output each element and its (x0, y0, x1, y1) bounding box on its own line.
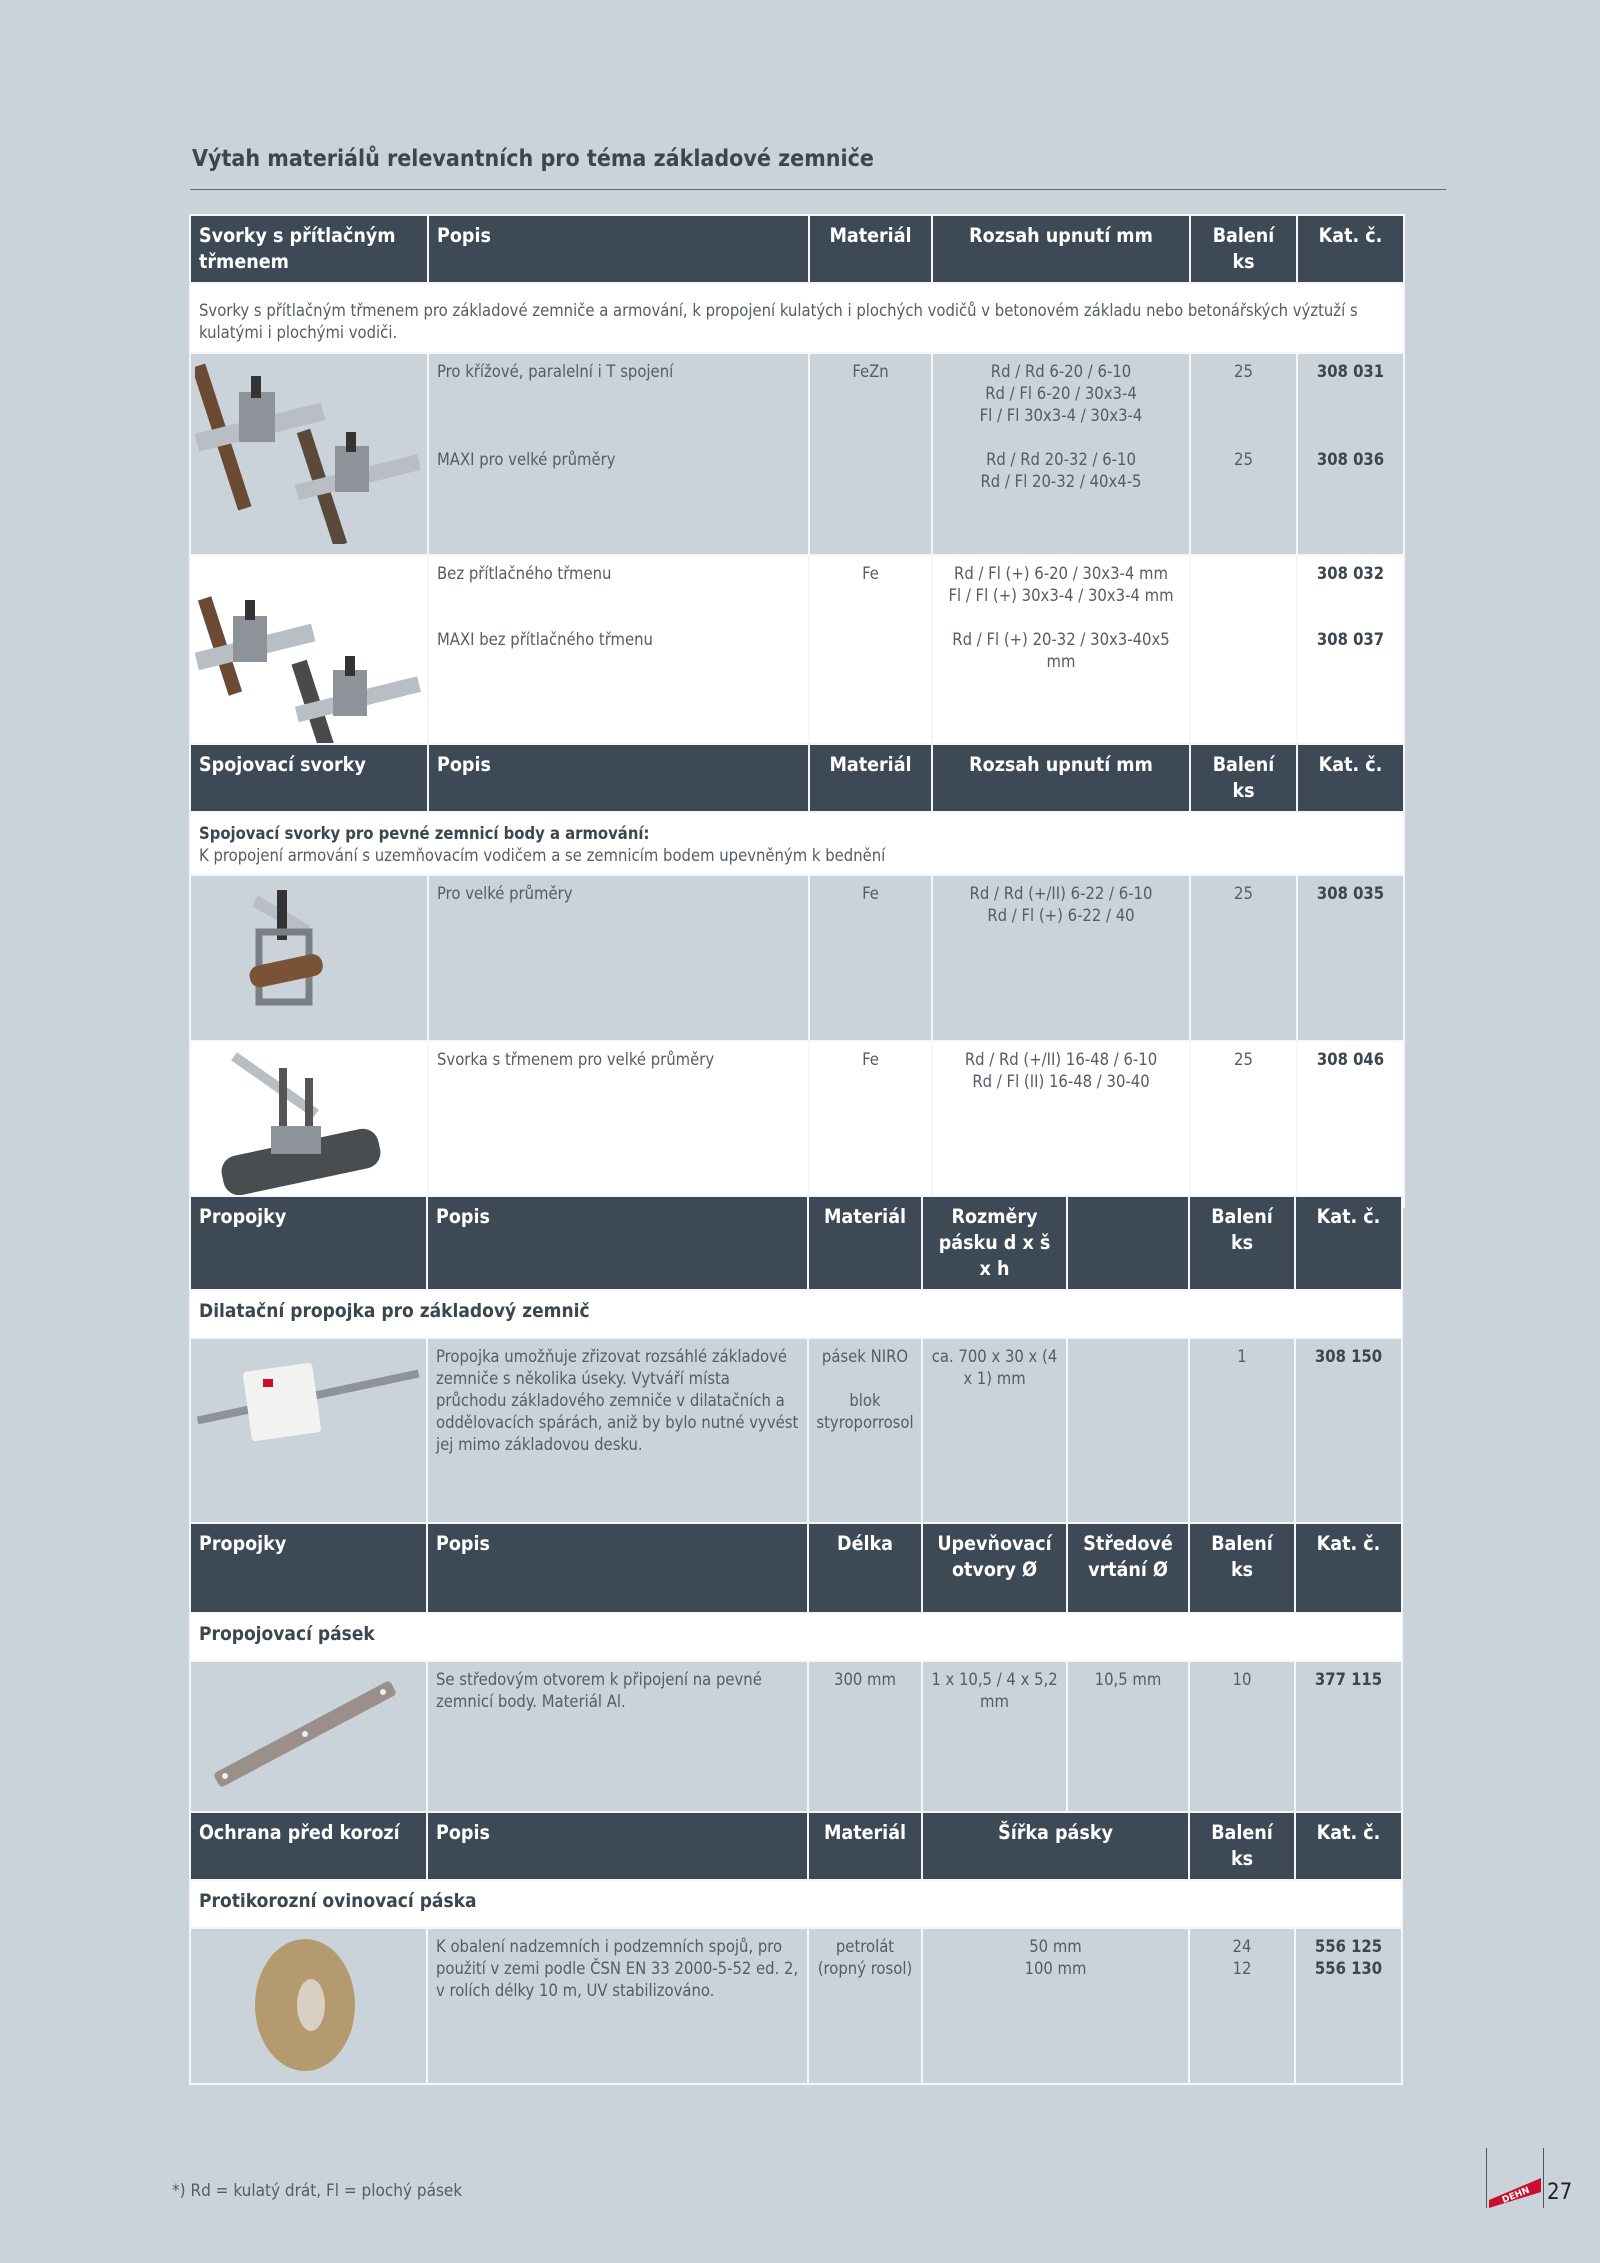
table-header (190, 1196, 1402, 1290)
footnote: *) Rd = kulatý drát, Fl = plochý pásek (172, 2181, 463, 2201)
expansion-bridge-icon (195, 1343, 421, 1463)
otvory: 1 x 10,5 / 4 x 5,2 mm (922, 1661, 1067, 1812)
kat-number: 308 037 (1316, 630, 1385, 649)
baleni: 24 (1232, 1937, 1252, 1956)
header-category: Ochrana před korozí (190, 1812, 427, 1880)
kat-number: 377 115 (1295, 1661, 1402, 1812)
section-subtitle: Propojovací pásek (190, 1613, 1402, 1661)
header-popis: Popis (427, 1523, 808, 1613)
header-baleni: Balení ks (1189, 1812, 1295, 1880)
title-divider (190, 189, 1446, 190)
header-material: Materiál (808, 1196, 922, 1290)
popis: Propojka umožňuje zřizovat rozsáhlé základové zemniče s několika úseky. Vytváří místa průchodu základového zemniče v dilatačních a oddělovacích spárách, aniž by bylo nutné vyvést jej mimo základovou desku. (427, 1338, 808, 1526)
table-row (190, 1928, 1402, 2084)
popis: MAXI bez přítlačného třmenu (437, 630, 653, 649)
svg-text:DEHN: DEHN (1500, 2185, 1532, 2206)
kat-number: 556 130 (1314, 1959, 1383, 1978)
kat-number: 308 031 (1316, 362, 1385, 381)
page-title: Výtah materiálů relevantních pro téma základové zemniče (192, 146, 874, 172)
table-row (190, 875, 1404, 1041)
header-kat: Kat. č. (1295, 1523, 1402, 1613)
header-sirka: Šířka pásky (922, 1812, 1189, 1880)
rozsah: mm (1046, 652, 1076, 671)
table-corrosion-protection (189, 1811, 1403, 2085)
header-delka: Délka (808, 1523, 922, 1613)
popis: Svorka s třmenem pro velké průměry (428, 1041, 809, 1207)
popis: Pro křížové, paralelní i T spojení (437, 362, 674, 381)
baleni: 25 (1234, 362, 1253, 381)
kat-number: 308 032 (1316, 564, 1385, 583)
table-row (190, 1338, 1402, 1526)
bracket-clamp-icon (195, 1046, 421, 1196)
connecting-clamp-icon (195, 880, 421, 1030)
popis: K obalení nadzemních i podzemních spojů, pro použití v zemi podle ČSN EN 33 2000-5-52 ed. 2, v rolích délky 10 m, UV stabilizováno. (427, 1928, 808, 2084)
popis: Pro velké průměry (428, 875, 809, 1041)
section-description: K propojení armování s uzemňovacím vodičem a se zemnicím bodem upevněným k bednění (199, 846, 886, 865)
baleni: 25 (1234, 450, 1253, 469)
sirka: 100 mm (1024, 1959, 1087, 1978)
product-image (190, 555, 428, 761)
header-kat: Kat. č. (1295, 1812, 1402, 1880)
rozsah: Rd / Rd 6-20 / 6-10 (990, 362, 1132, 381)
kat-number: 308 036 (1316, 450, 1385, 469)
baleni: 25 (1190, 1041, 1297, 1207)
dehn-logo-icon (1487, 2148, 1543, 2208)
table-row (190, 1041, 1404, 1207)
rozsah: Fl / Fl (+) 30x3-4 / 30x3-4 mm (948, 586, 1174, 605)
rozsah: Rd / Fl (+) 6-20 / 30x3-4 mm (954, 564, 1168, 583)
dehn-logo (1486, 2148, 1544, 2208)
header-material: Materiál (808, 1812, 922, 1880)
popis: Se středovým otvorem k připojení na pevné zemnicí body. Materiál Al. (427, 1661, 808, 1812)
material: Fe (809, 1041, 932, 1207)
header-kat: Kat. č. (1297, 744, 1404, 812)
section-subtitle: Protikorozní ovinovací páska (190, 1880, 1402, 1928)
popis: MAXI pro velké průměry (437, 450, 616, 469)
header-category: Svorky s přítlačným třmenem (190, 215, 428, 283)
table-expansion-bridge (189, 1195, 1403, 1527)
table-header (190, 1523, 1402, 1613)
product-image (190, 1928, 427, 2084)
kat-number: 308 035 (1297, 875, 1404, 1041)
table-row (190, 353, 1404, 555)
rozsah: Rd / Fl (+) 20-32 / 30x3-40x5 (952, 630, 1170, 649)
header-popis: Popis (427, 1196, 808, 1290)
header-popis: Popis (428, 215, 809, 283)
table-row (190, 555, 1404, 761)
material: FeZn (852, 362, 889, 381)
rozsah: Rd / Fl 6-20 / 30x3-4 (985, 384, 1137, 403)
material: Fe (809, 875, 932, 1041)
section-description: Svorky s přítlačným třmenem pro základové zemniče a armování, k propojení kulatých i plochých vodičů v betonovém základu nebo betonářských výztuží s kulatými i plochými vodiči. (190, 283, 1404, 353)
header-baleni: Balení ks (1189, 1196, 1295, 1290)
rozsah: Rd / Rd (+/II) 6-22 / 6-10 (969, 884, 1153, 903)
header-vrtani: Středové vrtání Ø (1067, 1523, 1189, 1613)
header-empty (1067, 1196, 1189, 1290)
material: blok styroporrosol (816, 1391, 914, 1432)
header-popis: Popis (428, 744, 809, 812)
material: Fe (862, 564, 879, 583)
header-baleni: Balení ks (1190, 744, 1297, 812)
table-header (190, 215, 1404, 283)
kat-number: 308 150 (1295, 1338, 1402, 1526)
clamp-image-icon (195, 560, 421, 750)
product-image (190, 353, 428, 555)
product-image (190, 1041, 428, 1207)
header-category: Spojovací svorky (190, 744, 428, 812)
empty-cell (1067, 1338, 1189, 1526)
delka: 300 mm (808, 1661, 922, 1812)
header-category: Propojky (190, 1523, 427, 1613)
header-rozsah: Rozsah upnutí mm (932, 215, 1190, 283)
material: pásek NIRO (821, 1347, 909, 1366)
baleni: 10 (1189, 1661, 1295, 1812)
baleni: 1 (1189, 1338, 1295, 1526)
header-rozmery: Rozměry pásku d x š x h (922, 1196, 1067, 1290)
product-image (190, 875, 428, 1041)
header-material: Materiál (809, 215, 932, 283)
table-header (190, 1812, 1402, 1880)
baleni: 25 (1190, 875, 1297, 1041)
section-subtitle: Dilatační propojka pro základový zemnič (190, 1290, 1402, 1338)
rozsah: Rd / Fl 20-32 / 40x4-5 (980, 472, 1142, 491)
rozsah: Rd / Fl (+) 6-22 / 40 (987, 906, 1135, 925)
header-baleni: Balení ks (1189, 1523, 1295, 1613)
table-row (190, 1661, 1402, 1812)
header-rozsah: Rozsah upnutí mm (932, 744, 1190, 812)
tape-roll-icon (195, 1933, 421, 2073)
rozmery: ca. 700 x 30 x (4 x 1) mm (922, 1338, 1067, 1526)
rozsah: Rd / Rd (+/II) 16-48 / 6-10 (964, 1050, 1158, 1069)
header-kat: Kat. č. (1297, 215, 1404, 283)
page-number: 27 (1547, 2180, 1573, 2205)
sirka: 50 mm (1029, 1937, 1082, 1956)
table-header (190, 744, 1404, 812)
header-category: Propojky (190, 1196, 427, 1290)
rozsah: Fl / Fl 30x3-4 / 30x3-4 (979, 406, 1143, 425)
header-material: Materiál (809, 744, 932, 812)
header-popis: Popis (427, 1812, 808, 1880)
kat-number: 556 125 (1314, 1937, 1383, 1956)
material: petrolát (ropný rosol) (808, 1928, 922, 2084)
baleni: 12 (1232, 1959, 1252, 1978)
rozsah: Rd / Fl (II) 16-48 / 30-40 (972, 1072, 1150, 1091)
bonding-strap-icon (195, 1666, 421, 1796)
kat-number: 308 046 (1297, 1041, 1404, 1207)
product-image (190, 1661, 427, 1812)
table-clamps-pressure-bracket (189, 214, 1405, 762)
header-baleni: Balení ks (1190, 215, 1297, 283)
table-bonding-strap (189, 1522, 1403, 1813)
table-connecting-clamps (189, 743, 1405, 1208)
section-description-bold: Spojovací svorky pro pevné zemnicí body a armování: (199, 824, 650, 843)
header-kat: Kat. č. (1295, 1196, 1402, 1290)
header-otvory: Upevňovací otvory Ø (922, 1523, 1067, 1613)
clamp-image-icon (195, 358, 421, 544)
product-image (190, 1338, 427, 1526)
vrtani: 10,5 mm (1067, 1661, 1189, 1812)
popis: Bez přítlačného třmenu (437, 564, 612, 583)
rozsah: Rd / Rd 20-32 / 6-10 (986, 450, 1136, 469)
